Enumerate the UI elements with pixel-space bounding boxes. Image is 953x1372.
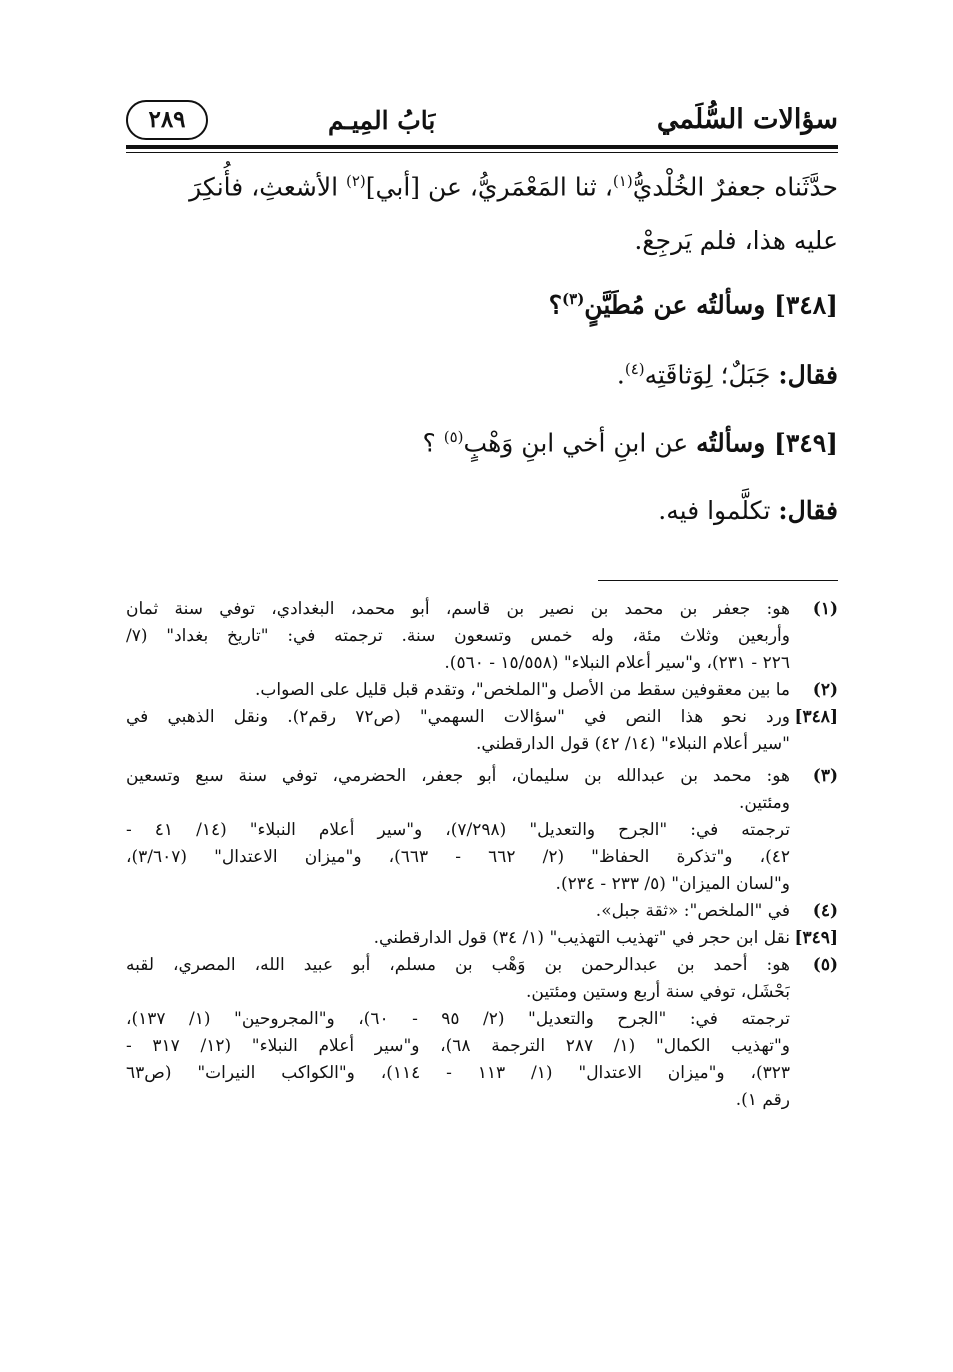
header-rule-thick <box>126 145 838 149</box>
question-label: [٣٤٩] وسألتُه <box>696 428 838 458</box>
footnote-line: بَحْشَل، توفي سنة أربع وستين ومئتين. <box>526 982 790 1002</box>
footnote <box>126 763 838 898</box>
footnote-line: ٤٢)، و"تذكرة الحفاظ" (٢/ ٦٦٢ - ٦٦٣)، و"ميزان الاعتدال" (٣/٦٠٧)، <box>126 847 790 867</box>
footnote-line: هو: جعفر بن محمد بن نصير بن قاسم، أبو محمد، البغدادي، توفي سنة ثمان <box>126 599 790 619</box>
text-line: عليه هذا، فلم يَرجِعْ. <box>634 226 838 255</box>
footnote <box>126 952 838 1114</box>
footnote-line: ما بين معقوفين سقط من الأصل و"الملخص"، وتقدم قبل قليل على الصواب. <box>254 680 790 700</box>
answer-349 <box>658 496 838 525</box>
footnote-ref: (٤) <box>624 360 645 378</box>
footnote-line: ومئتين. <box>738 793 790 813</box>
text-segment: حدَّثَناه جعفرٌ الخُلْديُّ <box>632 172 838 202</box>
footnote-line: ترجمته في: "الجرح والتعديل" (٢/ ٩٥ - ٦٠)، و"المجروحين" (١/ ١٣٧)، <box>126 1009 790 1029</box>
answer-text: جَبَلٌ؛ لِوَثاقَتِه <box>644 360 779 390</box>
footnote-line: و"لسان الميزان" (٥/ ٢٣٣ - ٢٣٤). <box>555 874 790 894</box>
footnote-line: ٣٢٣)، و"ميزان الاعتدال" (١/ ١١٣ - ١١٤)، و"الكواكب النيرات" (ص٦٣ <box>126 1063 790 1083</box>
chapter-title: بَابُ المِيـم <box>328 106 436 135</box>
footnote-ref: (٢) <box>345 172 366 190</box>
footnote-number: (١) <box>812 599 838 619</box>
footnote-line: رقم ١). <box>735 1090 790 1110</box>
footnote <box>126 677 838 704</box>
text-segment: ؟ <box>548 290 563 320</box>
footnote <box>126 925 838 952</box>
footnote <box>126 596 838 677</box>
text-line <box>189 172 838 201</box>
book-title: سؤالات السُّلَمي <box>656 104 838 135</box>
footnote-number: (٣) <box>812 766 838 786</box>
footnotes <box>126 596 838 1114</box>
text-segment: . <box>616 360 625 390</box>
footnote <box>126 898 838 925</box>
footnote-ref: (٣) <box>562 290 585 308</box>
page-header <box>126 92 838 144</box>
question-349 <box>423 428 838 457</box>
footnote-line: هو: محمد بن عبدالله بن سليمان، أبو جعفر، الحضرمي، توفي سنة سبع وتسعين <box>126 766 790 786</box>
footnote-line: ترجمته في: "الجرح والتعديل" (٧/٢٩٨)، و"سير أعلام النبلاء" (١٤/ ٤١ - <box>126 820 790 840</box>
footnote-line: و"تهذيب الكمال" (١/ ٢٨٧ الترجمة ٦٨)، و"سير أعلام النبلاء" (١٢/ ٣١٧ - <box>126 1036 790 1056</box>
text-segment: ، ثنا المَعْمَريُّ، عن [أبي] <box>365 172 613 202</box>
answer-label: فقال: <box>778 360 838 390</box>
footnote-number: [٣٤٨] <box>794 707 838 727</box>
header-rule-thin <box>126 152 838 153</box>
footnote-ref: (١) <box>612 172 633 190</box>
footnote-line: وأربعين وثلاث مئة، وله خمس وتسعون سنة. ترجمته في: "تاريخ بغداد" (٧/ <box>126 626 790 646</box>
footnote-number: (٥) <box>812 955 838 975</box>
text-segment: الأشعثِ، فأُنكِرَ <box>189 172 346 202</box>
question-text: عن ابنِ أخي ابنِ وَهْبٍ <box>463 428 697 458</box>
footnote-ref: (٥) <box>443 428 464 446</box>
question-348 <box>549 290 838 319</box>
answer-text: تكلَّموا فيه. <box>658 496 779 525</box>
answer-348 <box>617 360 838 389</box>
footnote-line: ورد نحو هذا النص في "سؤالات السهمي" (ص٧٢ رقم٢). ونقل الذهبي في <box>126 707 790 727</box>
footnote-line: ٢٢٦ - ٢٣١)، و"سير أعلام النبلاء" (١٥/٥٥٨ - ٥٦٠). <box>444 653 790 673</box>
footnote-separator <box>598 580 838 581</box>
footnote-line: هو: أحمد بن عبدالرحمن بن وَهْب بن مسلم، أبو عبيد الله، المصري، لقبه <box>126 955 790 975</box>
footnote-number: (٢) <box>812 680 838 700</box>
text-segment: ؟ <box>422 428 444 458</box>
footnote <box>126 704 838 758</box>
footnote-line: في "الملخص": «ثقة جبل». <box>595 901 790 921</box>
page-number-badge: ٢٨٩ <box>126 100 208 140</box>
answer-label: فقال: <box>778 496 838 525</box>
footnote-line: نقل ابن حجر في "تهذيب التهذيب" (١/ ٣٤) قول الدارقطني. <box>373 928 790 948</box>
footnote-number: (٤) <box>812 901 838 921</box>
question-label: [٣٤٨] وسألتُه عن مُطَيَّنٍ <box>584 290 838 320</box>
footnote-number: [٣٤٩] <box>794 928 838 948</box>
footnote-line: "سير أعلام النبلاء" (١٤/ ٤٢) قول الدارقطني. <box>476 734 790 754</box>
